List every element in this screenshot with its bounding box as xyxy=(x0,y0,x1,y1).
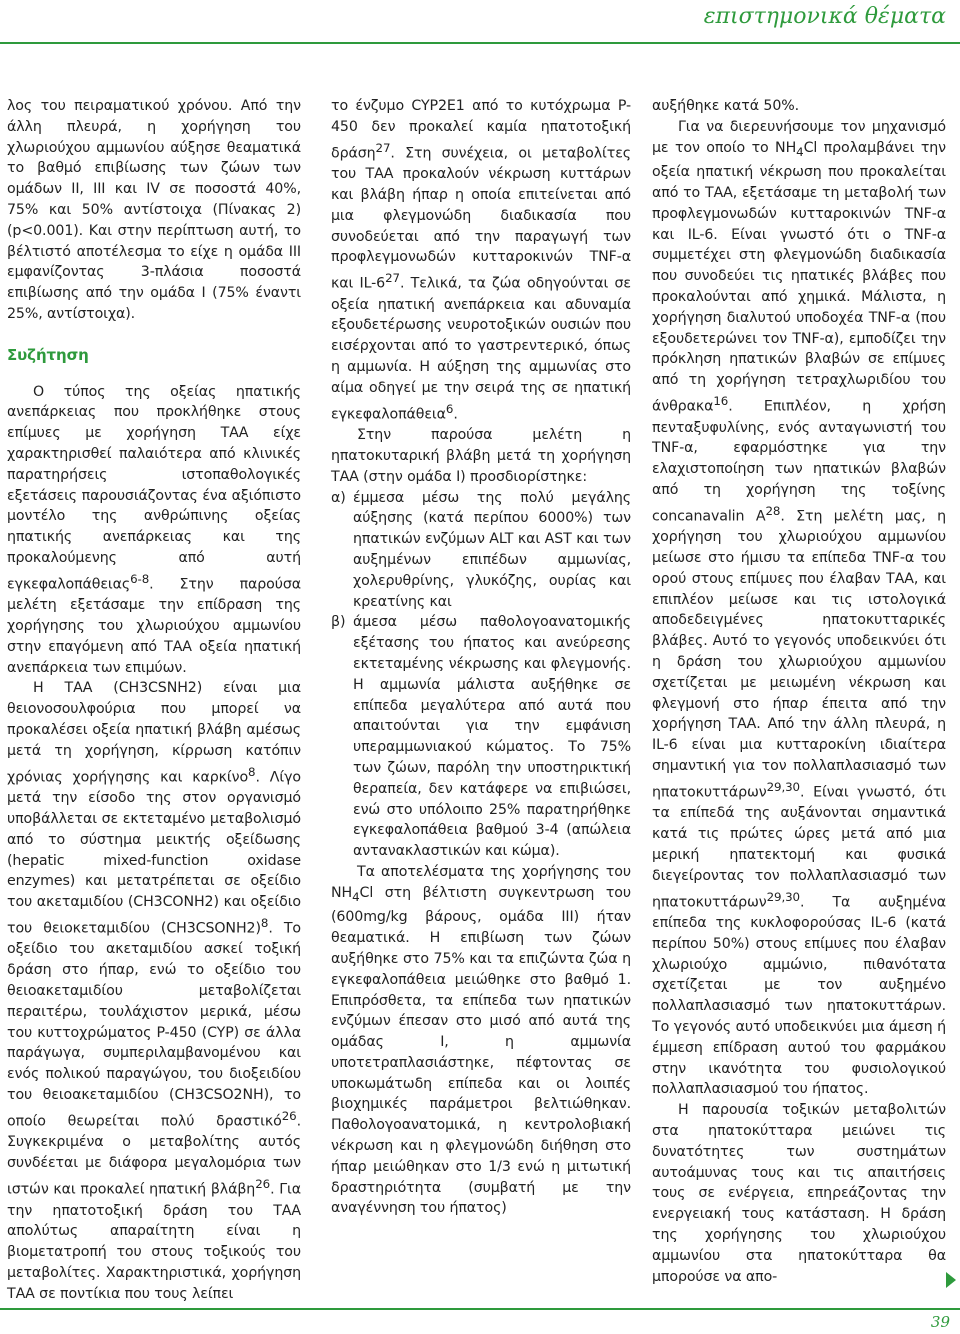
continue-arrow-icon xyxy=(946,1272,956,1288)
citation: 29,30 xyxy=(766,779,800,794)
paragraph: το ένζυμο CYP2E1 από το κυτόχρωμα P-450 δεν προκαλεί καμία ηπατοτοξική δράση$^{27}$. Στη συνέχεια, οι μεταβολίτες του ΤΑΑ προκαλούν νέκρωση κυττάρων και βλάβη ήπαρ η οποία επιτείνεται από μια φλεγμονώδη διαδικασία που συνοδεύεται από την παραγωγή των προφλεγμονωδών κυτταροκινών TNF-α και $IL-6^{27}$. Τελικά, τα ζώα οδηγούνται σε οξεία ηπατική ανεπάρκεια και αδυναμία εξουδετέρωσης νευροτοξικών ουσιών που εισέρχονται από το γαστρεντερικό, όπως η αμμωνία. Η αύξηση της αμμωνίας στο αίμα οδηγεί με την σειρά της σε ηπατική εγκεφαλοπάθεια$^6$. xyxy=(331,98,631,423)
citation: 27 xyxy=(385,271,400,286)
citation: 29,30 xyxy=(766,889,800,904)
paragraph: Ο τύπος της οξείας ηπατικής ανεπάρκειας που προκλήθηκε στους επίμυες με χορήγηση ΤΑΑ είχε χαρακτηρισθεί παλαιότερα από κλινικές παρατηρήσεις ιστοπαθολογικές εξετάσεις παρουσιάζοντας ένα αξιόπιστο μοντέλο της ανθρώπινης οξείας ηπατικής ανεπάρκειας και της προκαλούμενης από αυτή εγκεφαλοπάθειας$^{6-8}$. Στην παρούσα μελέτη εξετάσαμε την επίδραση της χορήγησης του χλωριούχου αμμωνίου στην επαγόμενη από ΤΑΑ οξεία ηπατική ανεπάρκεια των επιμύων. xyxy=(7,383,301,676)
citation: 6-8 xyxy=(130,571,150,586)
list-item: α) έμμεσα μέσω της πολύ μεγάλης αύξησης (κατά περίπου 6000%) των ηπατικών ενζύμων ALT και AST και των αυξημένων επιπέδων αμμωνίας, χολερυθρίνης, γλυκόζης, ουρίας και κρεατίνης και xyxy=(331,489,631,610)
citation: 8 xyxy=(260,915,269,930)
list-label: α) xyxy=(331,489,346,506)
citation: 26 xyxy=(281,1108,297,1123)
list-label: β) xyxy=(331,614,346,631)
section-title: επιστημονικά θέματα xyxy=(703,4,946,29)
paragraph: Η παρουσία τοξικών μεταβολιτών στα ηπατοκύτταρα μειώνει τις δυνατότητες των συστημάτων αυτοάμυνας τους και τις απαιτήσεις τους σε ενέργεια, επηρεάζοντας την ενεργειακή τους κατάσταση. Η δράση της χορήγησης του χλωριούχου αμμωνίου στα ηπατοκύτταρα θα μπορούσε να απο- xyxy=(652,1102,946,1285)
citation: 6 xyxy=(445,401,454,416)
citation: 26 xyxy=(255,1176,271,1191)
paragraph: λος του πειραματικού χρόνου. Από την άλλη πλευρά, η χορήγηση του χλωριούχου αμμωνίου αύξησε θεαματικά το βαθμό επιβίωσης των ζώων των ομάδων II, III και IV σε ποσοστά 40%, 75% και 50% αντίστοιχα (Πίνακας 2) (p<0.001). Και στην περίπτωση αυτή, το βέλτιστό αποτέλεσμα το είχε η ομάδα III εμφανίζοντας 3-πλάσια ποσοστά επιβίωσης από την ομάδα I (75% έναντι 25%, αντίστοιχα). xyxy=(7,98,301,322)
text-column-2 xyxy=(331,96,631,1219)
paragraph: Στην παρούσα μελέτη η ηπατοκυταρική βλάβη μετά τη χορήγηση ΤΑΑ (στην ομάδα I) προσδιορίστηκε: xyxy=(331,427,631,485)
paragraph: Τα αποτελέσματα της χορήγησης του $NH_4Cl$ στη βέλτιστη συγκεντρωση του (600mg/kg βάρους, ομάδα III) ήταν θεαματικά. Η επιβίωση των ζώων αυξήθηκε στο 75% και τα επιζώντα ζώα η εγκεφαλοπάθεια μειώθηκε στο βαθμό 1. Επιπρόσθετα, τα επίπεδα των ηπατικών ενζύμων έπεσαν στο μισό από αυτά της ομάδας I, η αμμωνία υποτετραπλασιάστηκε, πέφτοντας σε υποκωμάτωδη επίπεδα και οι λοιπές βιοχημικές παράμετροι βελτιώθηκαν. Παθολογοανατομικά, η κεντρολοβιακή νέκρωση και η φλεγμονώδη διήθηση στο ήπαρ μειώθηκαν στο 1/3 ενώ η μιτωτική δραστηριότητα (συμβατή με την αναγέννηση του ήπατος) xyxy=(331,863,631,1217)
citation: 27 xyxy=(375,140,391,155)
list-item: β) άμεσα μέσω παθολογοανατομικής εξέτασης του ήπατος και ανεύρεσης εκτεταμένης νέκρωσης και φλεγμονής. Η αμμωνία μάλιστα αυξήθηκε σε επίπεδα μεγαλύτερα από αυτά που απαιτούνται για την εμφάνιση υπεραμμωνιακού κώματος. Το 75% των ζώων, παρόλη την υποστηρικτική θεραπεία, δεν κατάφερε να επιβιώσει, ενώ στο υπόλοιπο 25% παρατηρήθηκε εγκεφαλοπάθεια βαθμού 3-4 (απώλεια αντανακλαστικών και κώμα). xyxy=(331,614,631,860)
paragraph: Η ΤΑΑ (CH3CSNH2) είναι μια θειονοσουλφούρια που μπορεί να προκαλέσει οξεία ηπατική βλάβη αμέσως μετά τη χορήγηση, κίρρωση κατόπιν χρόνιας χορήγησης και καρκίνο$^8$. Λίγο μετά την είσοδο της στον οργανισμό υποβάλλεται σε εκτεταμένο μεταβολισμό από το σύστημα μεικτής οξείδωσης (hepatic mixed-function oxidase enzymes) και μετατρέπεται σε οξείδιο του ακεταμιδίου (CH3CONH2) και οξείδιο του θειοκεταμιδίου (CH3CSONH2)$^8$. Το οξείδιο του ακεταμιδίου ασκεί τοξική δράση στο ήπαρ, ενώ το οξείδιο του θειοακεταμιδίου μεταβολίζεται περαιτέρω, τουλάχιστον μερικά, μέσω του κυττοχρώματος P-450 (CYP) σε άλλα παράγωγα, συμπεριλαμβανομένου και ενός πολικού παραγώγου, του διοξειδίου του θειοακεταμιδίου (CH3CSO2NH), το οποίο θεωρείται πολύ δραστικό$^{26}$. Συγκεκριμένα ο μεταβολίτης αυτός συνδέεται με διάφορα μεγαλομόρια των ιστών και προκαλεί ηπατική βλάβη$^{26}$. Για την ηπατοτοξική δράση του ΤΑΑ απολύτως απαραίτητη είναι η βιομετατροπή του στους τοξικούς του μεταβολίτες. Χαρακτηριστικά, χορήγηση ΤΑΑ σε ποντίκια που τους λείπει xyxy=(7,680,302,1302)
citation: 16 xyxy=(713,393,729,408)
paragraph: Για να διερευνήσουμε τον μηχανισμό με τον οποίο το $NH_4Cl$ προλαμβάνει την οξεία ηπατική νέκρωση που προκαλείται από το ΤΑΑ, εξετάσαμε τη μεταβολή των προφλεγμονωδών κυτταροκινών TNF-α και IL-6. Είναι γνωστό ότι ο TNF-α συμμετέχει στη φλεγμονώδη διαδικασία που συνοδεύει τις ηπατικές βλάβες που προκαλούνται από χημικά. Μάλιστα, η χορήγηση διαλυτού υποδοχέα TNF-α (που εξουδετερώνει τον TNF-α), εμποδίζει την πρόκληση ηπατικών βλαβών σε επίμυες από τη χορήγηση τετραχλωριδίου του άνθρακα$^{16}$. Επιπλέον, η χρήση πενταξυφυλίνης, ενός ανταγωνιστή του TNF-α, εφαρμόστηκε για την ελαχιστοποίηση των ηπατικών βλαβών από τη χορήγηση της τοξίνης concanavalin $A^{28}$. Στη μελέτη μας, η χορήγηση του χλωριούχου αμμωνίου μείωσε στο ήμισυ τα επίπεδα TNF-α του ορού στους επίμυες που έλαβαν ΤΑΑ, και επιπλέον μείωσε και τις ιστολογικά αποδεδειγμένες ηπατοκυτταρικές βλάβες. Αυτό το γεγονός υποδεικνύει ότι η δράση του χλωριούχου αμμωνίου σχετίζεται με μειωμένη νέκρωση και φλεγμονή στο ήπαρ έπειτα από την χορήγηση ΤΑΑ. Από την άλλη πλευρά, η IL-6 είναι μια κυτταροκίνη ιδιαίτερα σημαντική για τον πολλαπλασιασμό των ηπατοκυττάρων$^{29,30}$. Είναι γνωστό, ότι τα επίπεδά της αυξάνονται σημαντικά κατά τις πρώτες ώρες μετά από μια μερική ηπατεκτομή και φυσικά διεγείροντας τον πολλαπλασιασμό των ηπατοκυττάρων$^{29,30}$. Τα αυξημένα επίπεδα της κυκλοφορούσας IL-6 (κατά περίπου 50%) στους επίμυες που έλαβαν χλωριούχο αμμώνιο, πιθανότατα σχετίζεται με τον αυξημένο πολλαπλασιασμό των ηπατοκυττάρων. Το γεγονός αυτό υποδεικνύει μια άμεση ή έμμεση επίδραση αυτού του φαρμάκου στην ικανότητα του φυσιολογικού πολλαπλασιασμού του ήπατος. xyxy=(652,118,946,1098)
header-divider xyxy=(0,42,960,44)
subscript: 4 xyxy=(796,144,804,159)
subscript: 4 xyxy=(352,889,360,904)
citation: 8 xyxy=(248,764,256,779)
footer-divider xyxy=(0,1308,960,1310)
section-heading: Συζήτηση xyxy=(7,345,89,364)
page-number: 39 xyxy=(930,1313,950,1331)
text-column-1 xyxy=(7,96,301,1305)
citation: 28 xyxy=(765,503,781,518)
paragraph: αυξήθηκε κατά 50%. xyxy=(652,98,800,114)
text-column-3 xyxy=(652,96,946,1287)
